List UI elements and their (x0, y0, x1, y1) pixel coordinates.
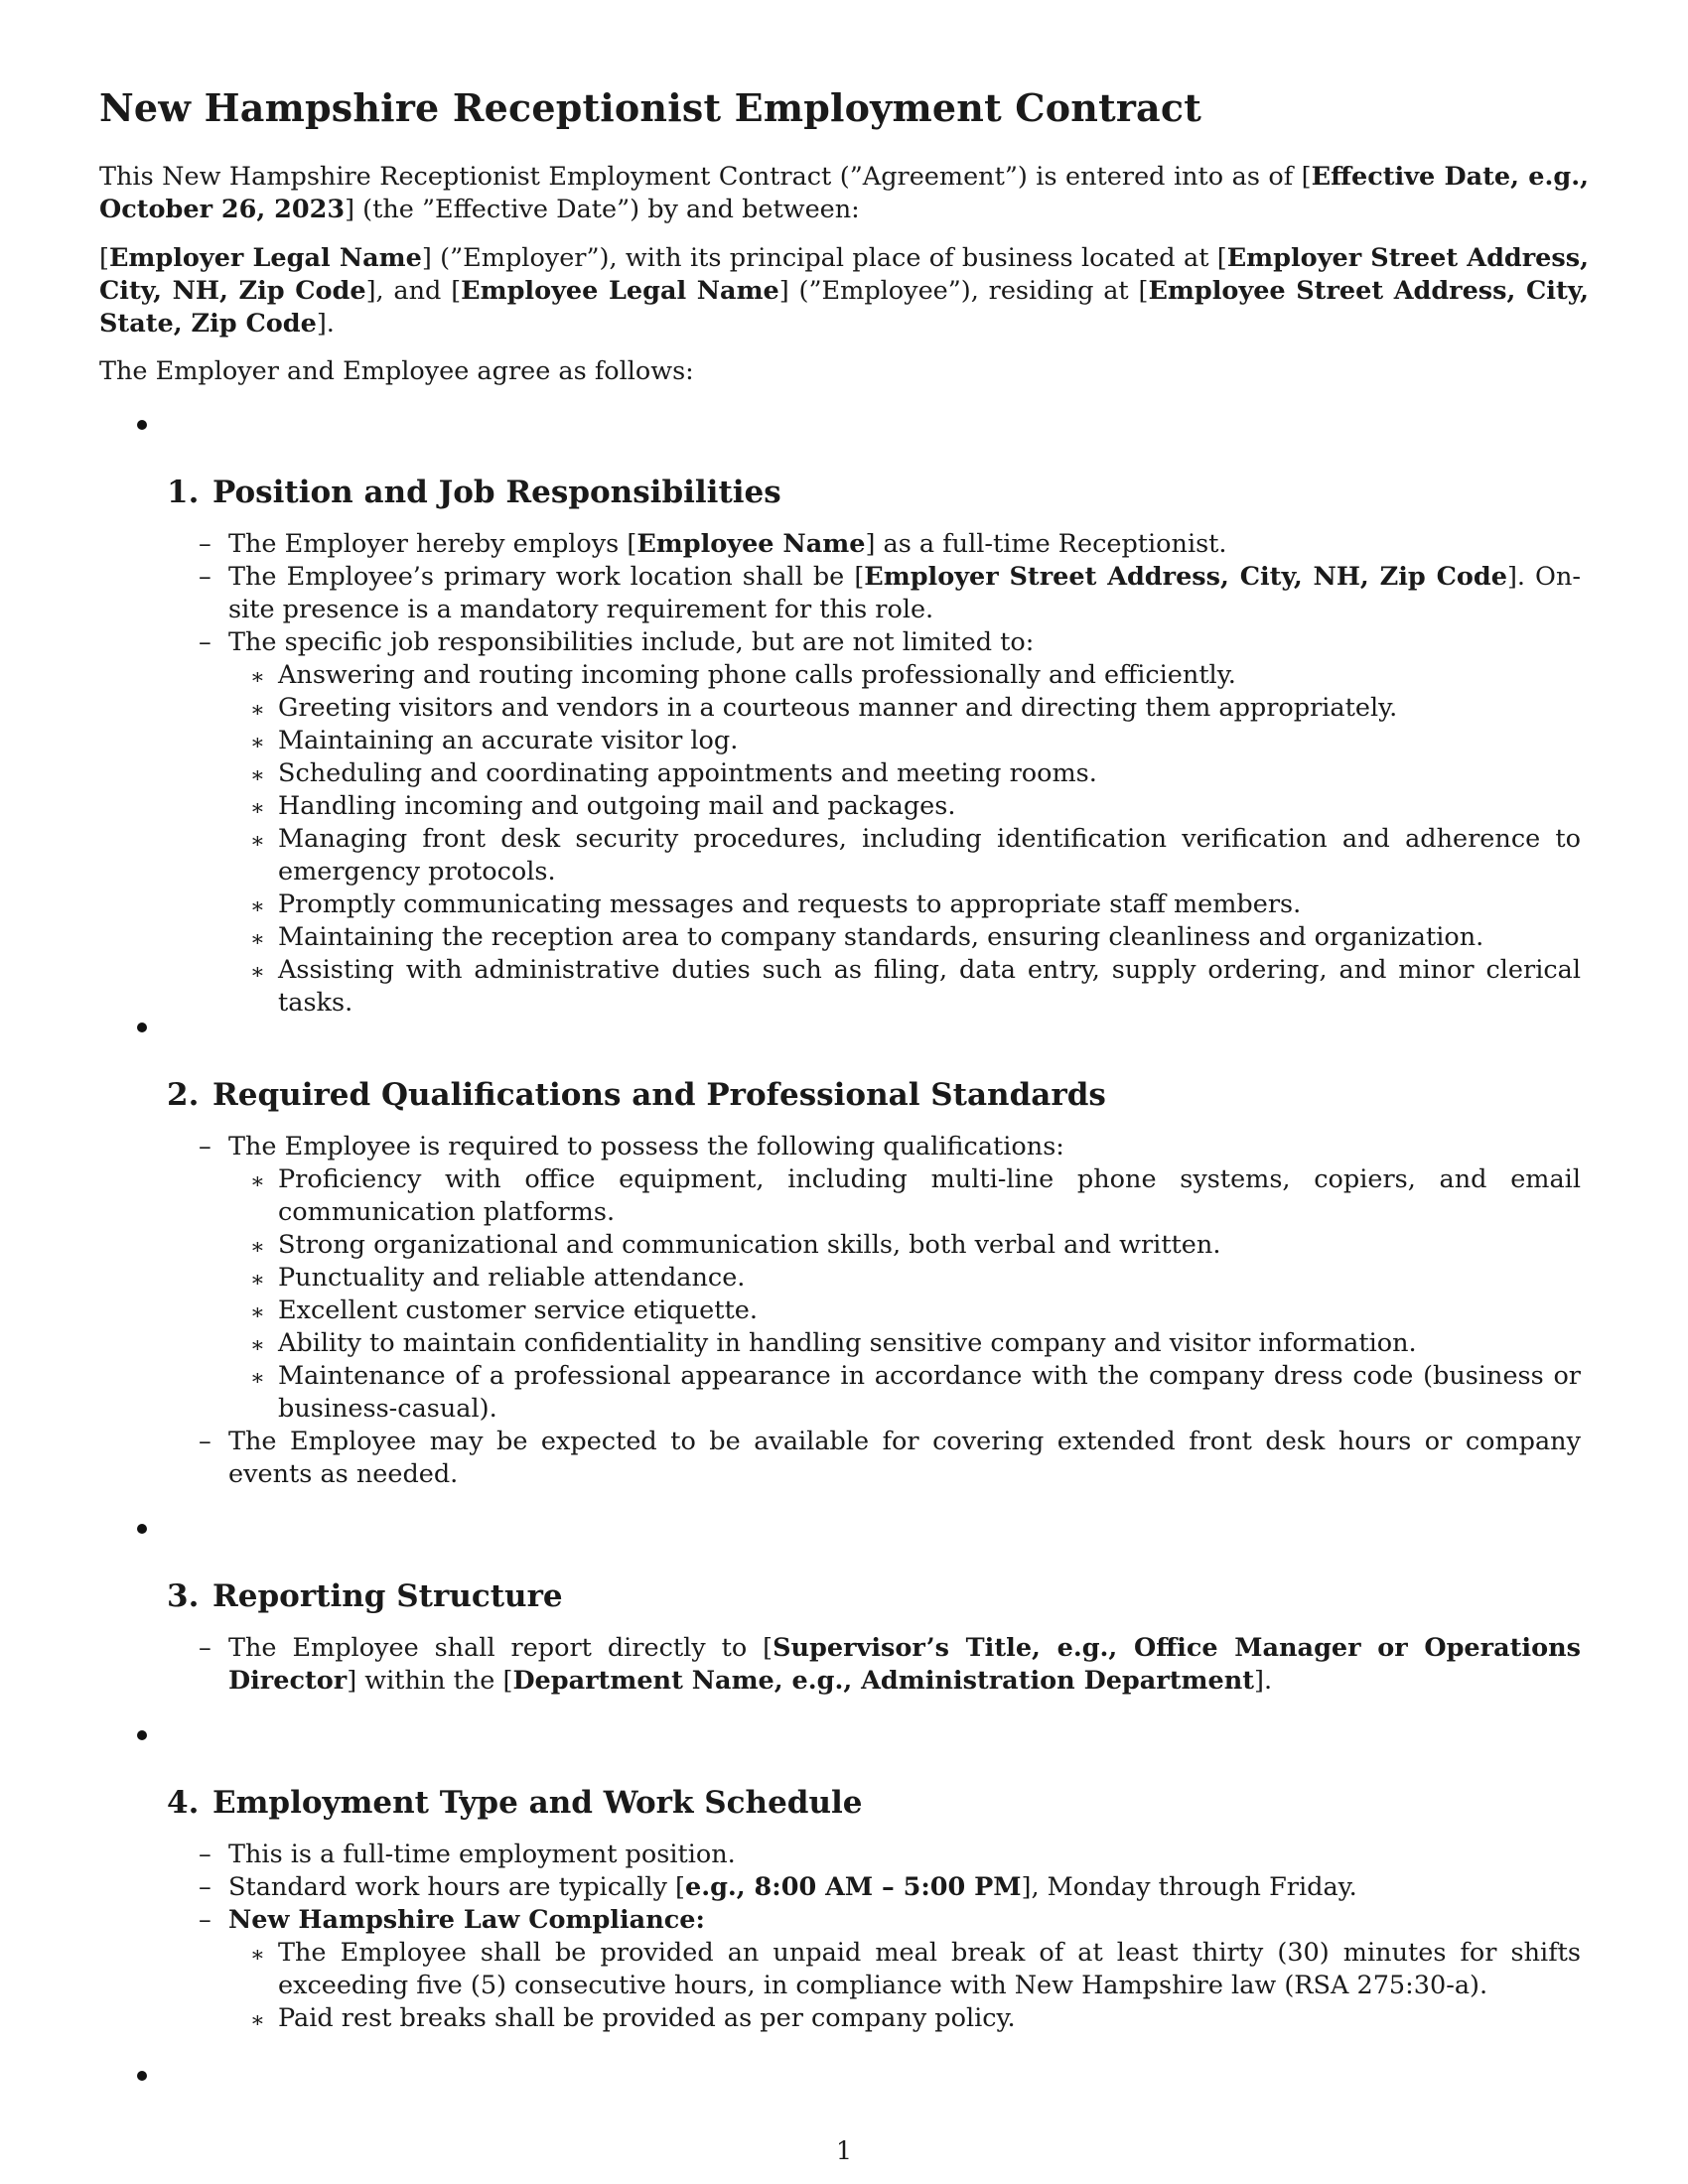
intro-paragraph-agreement: The Employer and Employee agree as follows: (99, 356, 694, 386)
placeholder-employee-name: Employee Legal Name (461, 276, 779, 306)
section-1-subitem: ∗ Managing front desk security procedures, including identification verification and adherence to emergency protocols. (250, 824, 1581, 887)
section-2-subitem: ∗ Ability to maintain confidentiality in handling sensitive company and visitor information. (250, 1328, 1417, 1358)
section-1-subitem: ∗ Scheduling and coordinating appointments and meeting rooms. (250, 758, 1097, 788)
section-2-item: – The Employee is required to possess the following qualifications: (199, 1132, 1064, 1161)
list-bullet (137, 1524, 147, 1534)
section-1-heading: 1. Position and Job Responsibilities (167, 475, 781, 510)
section-3-item: – The Employee shall report directly to [Supervisor’s Title, e.g., Office Manager or Operations Director] within the [Department Name, e.g., Administration Department]. (199, 1633, 1581, 1696)
intro-paragraph-parties: [Employer Legal Name] (”Employer”), with its principal place of business located at [Employer Street Address, City, NH, Zip Code], and [Employee Legal Name] (”Employee”), residing at [Employee Street Address, City, State, Zip Code]. (99, 243, 1589, 339)
section-1-subitem: ∗ Answering and routing incoming phone calls professionally and efficiently. (250, 660, 1236, 690)
list-bullet (137, 1730, 147, 1740)
placeholder-effective-date: Effective Date, e.g., October 26, 2023 (99, 162, 1589, 224)
section-1-subitem: ∗ Maintaining the reception area to company standards, ensuring cleanliness and organization. (250, 922, 1484, 952)
section-3-heading: 3. Reporting Structure (167, 1578, 563, 1614)
list-bullet (137, 420, 147, 430)
section-2-item: – The Employee may be expected to be available for covering extended front desk hours or company events as needed. (199, 1427, 1581, 1489)
section-1-subitem: ∗ Maintaining an accurate visitor log. (250, 726, 739, 755)
section-1-item: – The Employer hereby employs [Employee Name] as a full-time Receptionist. (199, 529, 1227, 559)
section-4-item: – Standard work hours are typically [e.g., 8:00 AM – 5:00 PM], Monday through Friday. (199, 1872, 1357, 1902)
list-bullet (137, 1023, 147, 1032)
section-4-item: – This is a full-time employment position. (199, 1840, 736, 1869)
section-1-subitem: ∗ Greeting visitors and vendors in a courteous manner and directing them appropriately. (250, 693, 1398, 723)
section-4-heading: 4. Employment Type and Work Schedule (167, 1785, 863, 1821)
section-2-subitem: ∗ Proficiency with office equipment, including multi-line phone systems, copiers, and email communication platforms. (250, 1164, 1581, 1227)
document-title: New Hampshire Receptionist Employment Contract (99, 85, 1201, 130)
section-1-subitem: ∗ Promptly communicating messages and requests to appropriate staff members. (250, 889, 1302, 919)
section-4-subitem: ∗ Paid rest breaks shall be provided as per company policy. (250, 2003, 1016, 2033)
intro-paragraph-1: This New Hampshire Receptionist Employment Contract (”Agreement”) is entered into as of [Effective Date, e.g., October 26, 2023] (the ”Effective Date”) by and between: (99, 162, 1589, 224)
section-2-subitem: ∗ Strong organizational and communication skills, both verbal and written. (250, 1230, 1221, 1260)
section-4-item: – New Hampshire Law Compliance: (199, 1905, 705, 1935)
placeholder-employer-name: Employer Legal Name (108, 243, 422, 273)
section-2-subitem: ∗ Maintenance of a professional appearance in accordance with the company dress code (business or business-casual). (250, 1361, 1581, 1424)
section-1-item: – The specific job responsibilities include, but are not limited to: (199, 627, 1035, 657)
section-1-subitem: ∗ Handling incoming and outgoing mail and packages. (250, 791, 956, 821)
list-bullet (137, 2071, 147, 2081)
placeholder-employer-address: Employer Street Address, City, NH, Zip Code (99, 243, 1589, 306)
placeholder-employee-address: Employee Street Address, City, State, Zip Code (99, 276, 1589, 339)
section-2-subitem: ∗ Punctuality and reliable attendance. (250, 1263, 746, 1293)
section-2-subitem: ∗ Excellent customer service etiquette. (250, 1296, 758, 1325)
page-number: 1 (835, 2136, 853, 2166)
section-1-item: – The Employee’s primary work location shall be [Employer Street Address, City, NH, Zip Code]. On-site presence is a mandatory requirement for this role. (199, 562, 1581, 624)
section-4-subitem: ∗ The Employee shall be provided an unpaid meal break of at least thirty (30) minutes for shifts exceeding five (5) consecutive hours, in compliance with New Hampshire law (RSA 275:30-a). (250, 1938, 1581, 2000)
section-2-heading: 2. Required Qualifications and Professional Standards (167, 1077, 1106, 1113)
section-1-subitem: ∗ Assisting with administrative duties such as filing, data entry, supply ordering, and minor clerical tasks. (250, 955, 1581, 1018)
